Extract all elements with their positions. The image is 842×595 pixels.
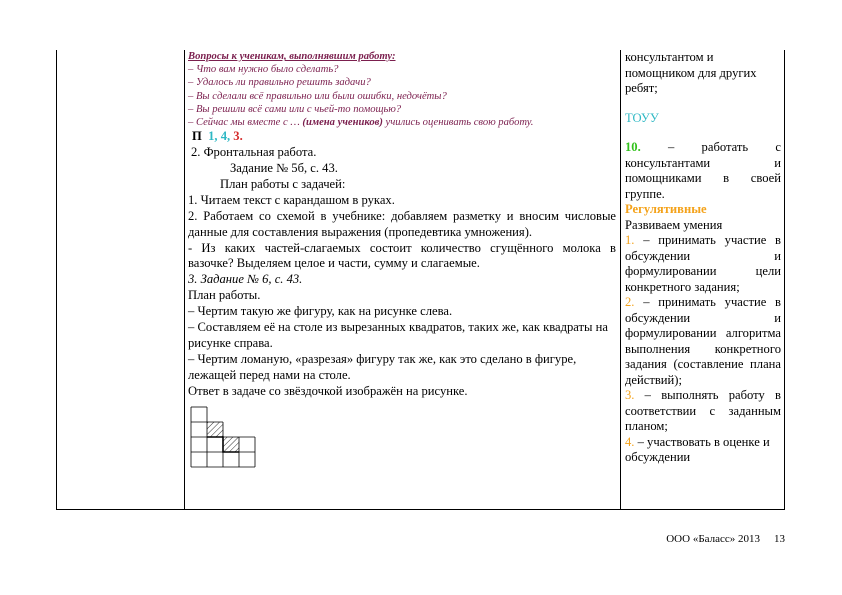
question-item-last: – Сейчас мы вместе с … (имена учеников) учились оценивать свою работу.: [188, 117, 534, 129]
task-5b: Задание № 5б, с. 43.: [230, 161, 338, 176]
skill-item-10: 10. – работать с консультантами и помощниками в своей группе.: [625, 140, 781, 201]
page-footer: [630, 533, 785, 545]
p-skills-line: П 1, 4, 3.: [192, 129, 243, 144]
plan-work: План работы.: [188, 288, 261, 303]
work-step: – Составляем её на столе из вырезанных квадратов, таких же, как квадраты на рисунке справа.: [188, 320, 608, 350]
page-number: 13: [774, 533, 785, 545]
consultant-text: консультантом и помощником для других ребят;: [625, 50, 757, 95]
touu-heading: ТОУУ: [625, 110, 659, 125]
column-divider: [184, 50, 185, 510]
plan-question: - Из каких частей-слагаемых состоит количество сгущённого молока в вазочке? Выделяем целое и части, сумму и слагаемые.: [188, 240, 616, 271]
column-divider: [620, 50, 621, 510]
skill-item: 2. – принимать участие в обсуждении и формулировании алгоритма выполнения конкретного задания (составление плана действий);: [625, 295, 781, 387]
work-step: – Чертим ломаную, «разрезая» фигуру так же, как это сделано в фигуре, лежащей перед нами на столе.: [188, 351, 577, 382]
publisher: ООО «Баласс» 2013: [666, 533, 760, 545]
lesson-content-cell: [188, 50, 616, 473]
task-3: 3. Задание № 6, с. 43.: [188, 272, 303, 287]
question-item: – Вы сделали всё правильно или были ошибки, недочёты?: [188, 90, 447, 102]
answer: Ответ в задаче со звёздочкой изображён на рисунке.: [188, 383, 468, 398]
question-item: – Вы решили всё сами или с чьей-то помощью?: [188, 103, 402, 115]
skill-item: 4. – участвовать в оценке и обсуждении: [625, 434, 770, 464]
work-step: – Чертим такую же фигуру, как на рисунке слева.: [188, 304, 453, 319]
plan-title: План работы с задачей:: [220, 176, 346, 191]
question-item: – Удалось ли правильно решить задачи?: [188, 77, 371, 89]
skills-cell: [625, 50, 781, 466]
plan-step: 2. Работаем со схемой в учебнике: добавляем разметку и вносим числовые данные для составления выражения (пропедевтика умножения).: [188, 208, 616, 239]
frontal-work: 2. Фронтальная работа.: [191, 145, 317, 160]
skill-item: 1. – принимать участие в обсуждении и формулировании цели конкретного задания;: [625, 233, 781, 294]
develop-skills: Развиваем умения: [625, 217, 723, 232]
student-names-placeholder: (имена учеников): [302, 117, 383, 129]
regulative-heading: Регулятивные: [625, 202, 707, 216]
question-item: – Что вам нужно было сделать?: [188, 64, 339, 76]
skill-item: 3. – выполнять работу в соответствии с заданным планом;: [625, 388, 781, 433]
plan-step: 1. Читаем текст с карандашом в руках.: [188, 192, 395, 207]
questions-heading: Вопросы к ученикам, выполнявшим работу:: [188, 51, 396, 62]
figure-diagram: [190, 406, 256, 468]
